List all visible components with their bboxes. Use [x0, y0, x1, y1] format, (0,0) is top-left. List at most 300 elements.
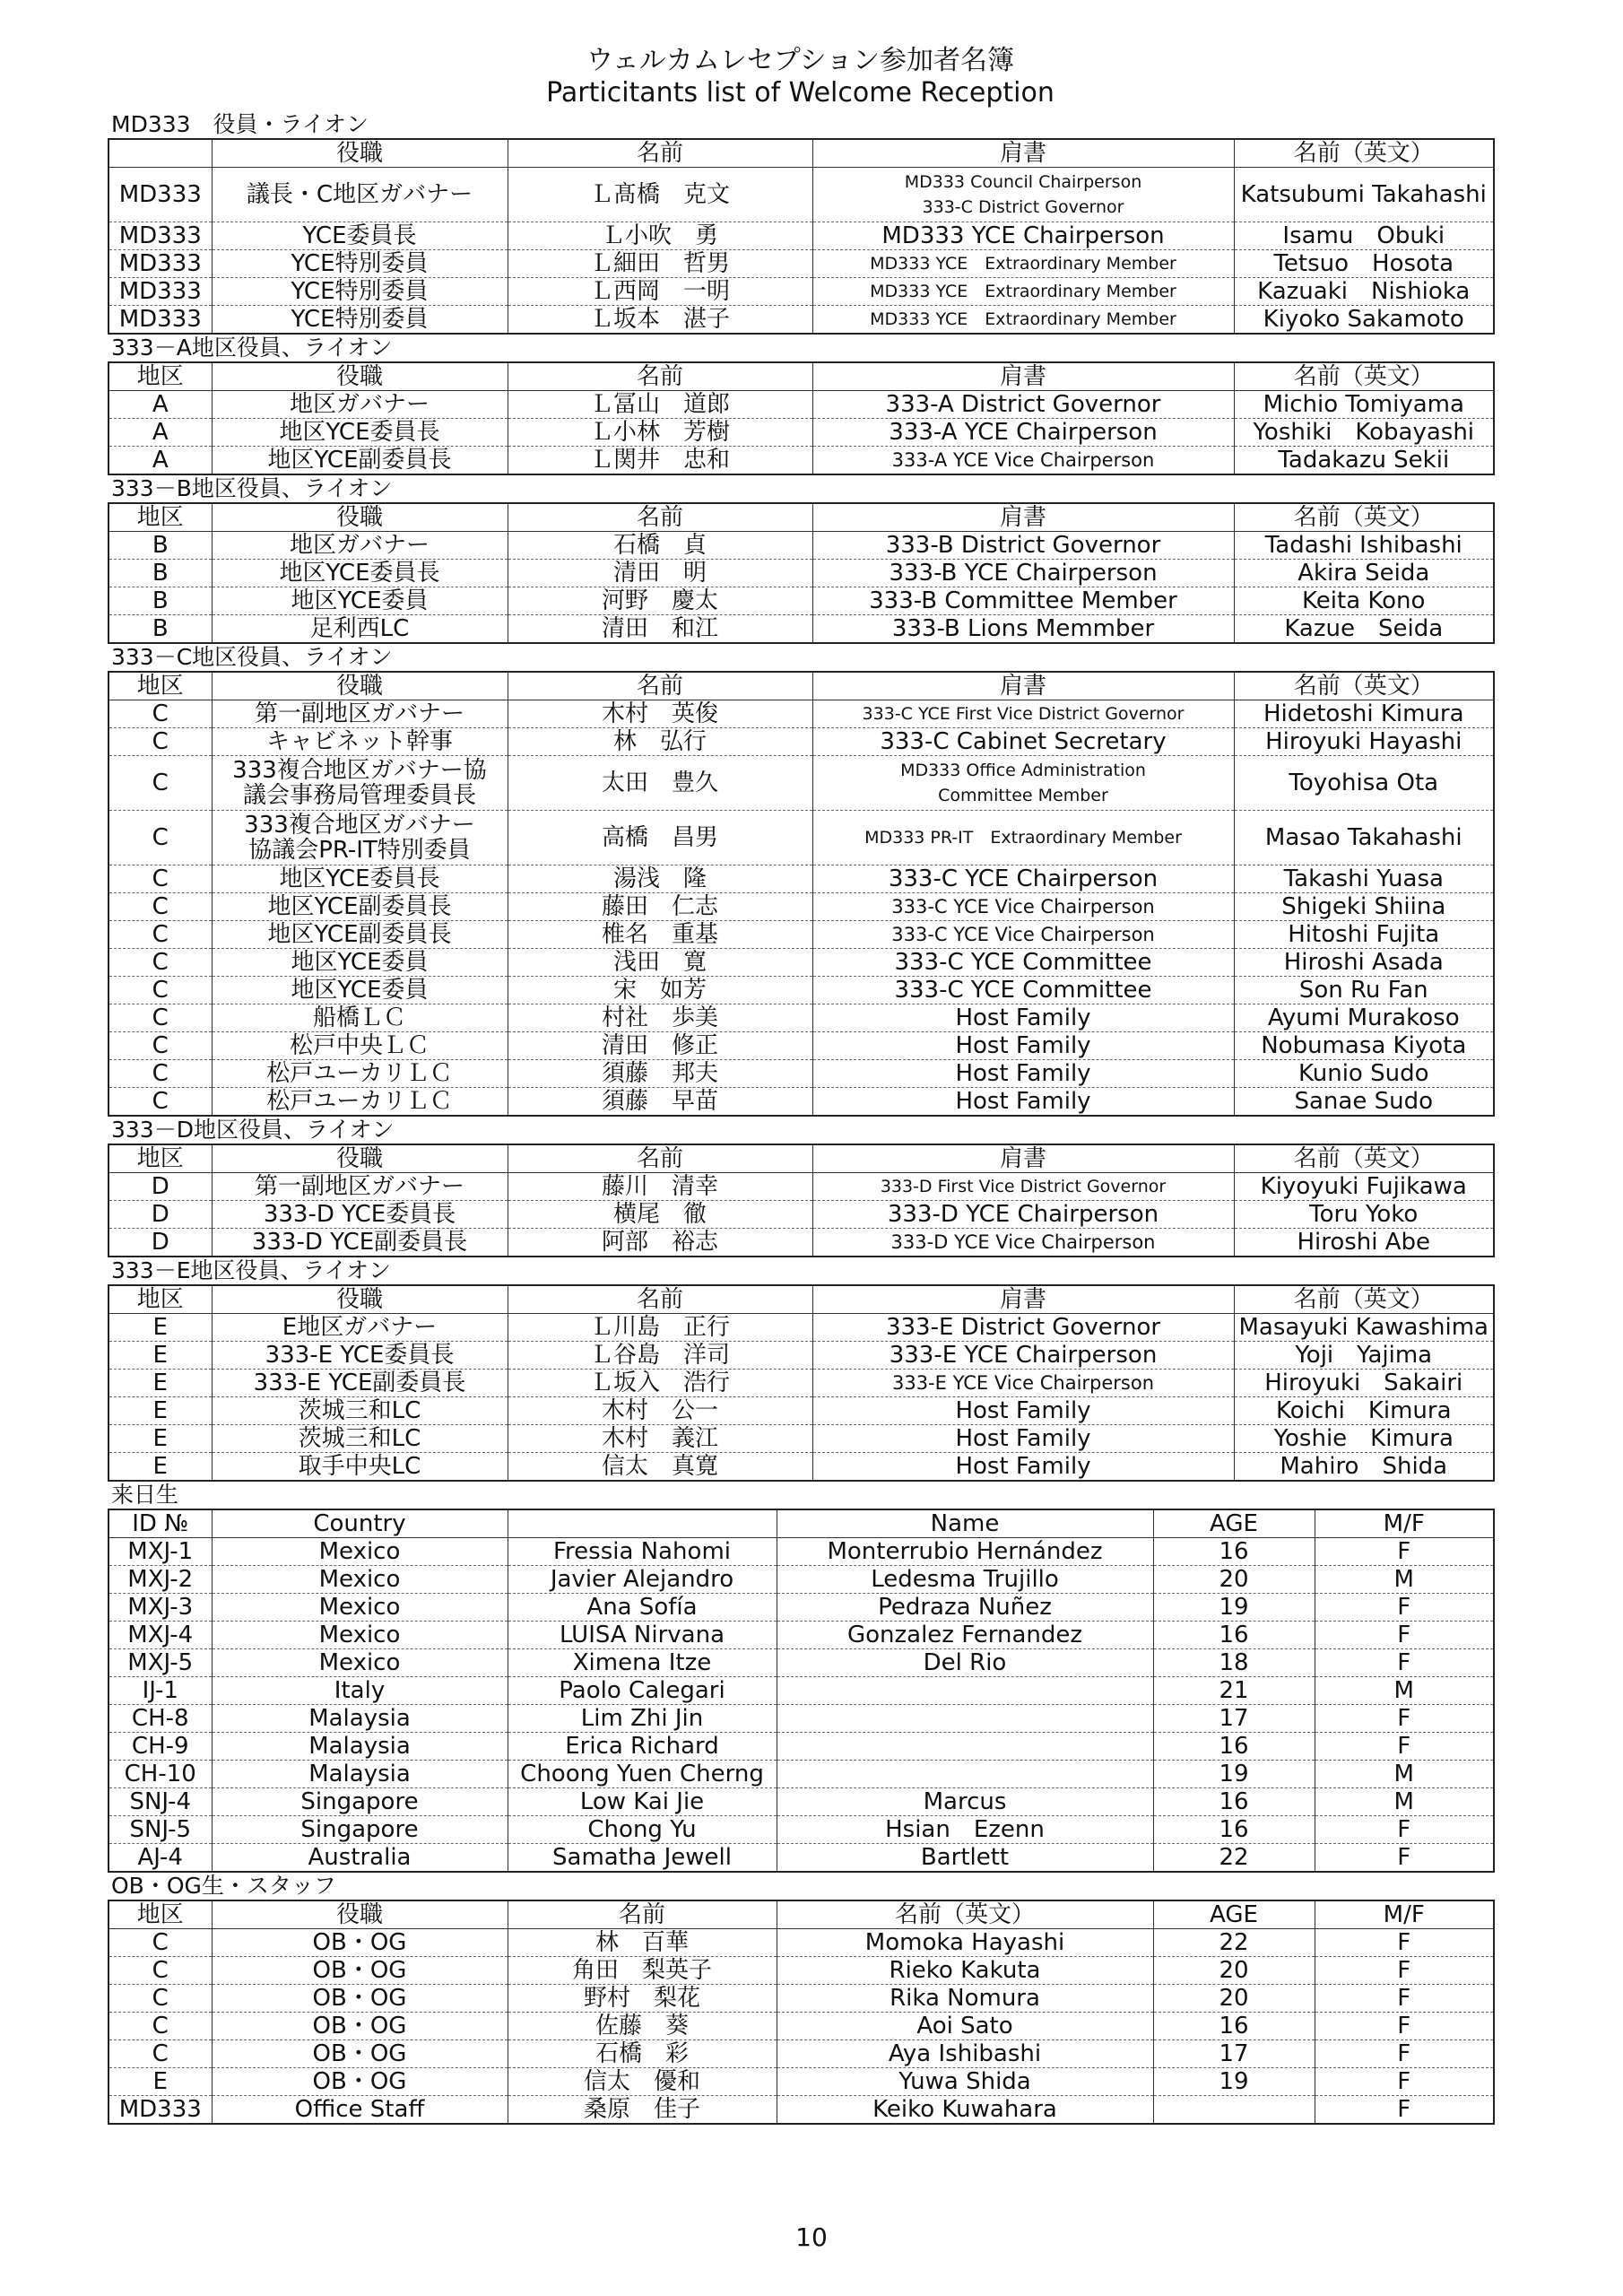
table-cell: 茨城三和LC — [212, 1425, 508, 1453]
table-cell: F — [1315, 1844, 1494, 1873]
table-cell: Hitoshi Fujita — [1234, 921, 1494, 949]
table-cell: Hiroyuki Sakairi — [1234, 1370, 1494, 1397]
table-cell: Kazue Seida — [1234, 615, 1494, 644]
section-visitors-title: 来日生 — [111, 1482, 179, 1508]
section-a-title: 333－A地区役員、ライオン — [111, 335, 393, 361]
table-cell: 地区ガバナー — [212, 532, 508, 560]
column-header: 役職 — [212, 139, 508, 168]
table-cell: LUISA Nirvana — [508, 1622, 777, 1649]
table-cell: E — [108, 1453, 212, 1482]
table-cell: 松戸ユーカリＬＣ — [212, 1088, 508, 1117]
table-cell: OB・OG — [212, 1985, 508, 2013]
table-cell: A — [108, 391, 212, 419]
table-row — [108, 921, 1494, 949]
table-cell: 333-C Cabinet Secretary — [812, 728, 1234, 756]
table-cell: Masayuki Kawashima — [1234, 1314, 1494, 1342]
table-cell: Katsubumi Takahashi — [1234, 168, 1494, 222]
table-cell: Nobumasa Kiyota — [1234, 1032, 1494, 1060]
table-cell: MD333 YCE Extraordinary Member — [812, 250, 1234, 278]
table-cell: 佐藤 葵 — [508, 2013, 777, 2040]
table-cell: 須藤 早苗 — [508, 1088, 812, 1117]
column-header: 名前 — [508, 1900, 777, 1929]
table-cell: OB・OG — [212, 1929, 508, 1957]
table-row — [108, 615, 1494, 644]
table-cell: Hiroyuki Hayashi — [1234, 728, 1494, 756]
table-cell: F — [1315, 2096, 1494, 2125]
table-header-row — [108, 672, 1494, 700]
table-row — [108, 756, 1494, 811]
table-cell: OB・OG — [212, 2013, 508, 2040]
table-cell: MXJ-2 — [108, 1566, 212, 1594]
table-cell: Hidetoshi Kimura — [1234, 700, 1494, 728]
table-cell: Ｌ冨山 道郎 — [508, 391, 812, 419]
table-cell: Bartlett — [777, 1844, 1153, 1873]
table-cell: 16 — [1153, 1538, 1315, 1566]
table-cell: Michio Tomiyama — [1234, 391, 1494, 419]
table-cell: Malaysia — [212, 1761, 508, 1788]
table-cell: Ｌ谷島 洋司 — [508, 1342, 812, 1370]
table-cell: 20 — [1153, 1957, 1315, 1985]
table-cell: 333-D YCE委員長 — [212, 1201, 508, 1229]
table-cell: F — [1315, 1649, 1494, 1677]
column-header: AGE — [1153, 1900, 1315, 1929]
table-cell: E — [108, 1370, 212, 1397]
table-cell: D — [108, 1201, 212, 1229]
table-row — [108, 1425, 1494, 1453]
table-cell: MXJ-3 — [108, 1594, 212, 1622]
table-cell: 地区YCE委員 — [212, 949, 508, 977]
table-cell: 林 百華 — [508, 1929, 777, 1957]
table-cell: 333-E YCE副委員長 — [212, 1370, 508, 1397]
table-cell: 清田 和江 — [508, 615, 812, 644]
section-md333-title: MD333 役員・ライオン — [111, 111, 369, 137]
table-row — [108, 893, 1494, 921]
table-cell: Low Kai Jie — [508, 1788, 777, 1816]
table-cell: C — [108, 756, 212, 811]
table-cell: Mahiro Shida — [1234, 1453, 1494, 1482]
table-header-row — [108, 1144, 1494, 1173]
table-row — [108, 1538, 1494, 1566]
table-cell: 高橋 昌男 — [508, 811, 812, 865]
column-header: 肩書 — [812, 672, 1234, 700]
table-header-row — [108, 362, 1494, 391]
table-cell: MD333 Council Chairperson 333-C District Governor — [812, 168, 1234, 222]
table-cell: MXJ-1 — [108, 1538, 212, 1566]
table-cell: 宋 如芳 — [508, 977, 812, 1004]
table-row — [108, 977, 1494, 1004]
table-cell: F — [1315, 1733, 1494, 1761]
table-row — [108, 949, 1494, 977]
column-header: 役職 — [212, 672, 508, 700]
table-cell: 333-A YCE Chairperson — [812, 419, 1234, 447]
table-cell: C — [108, 949, 212, 977]
column-header: 名前（英文） — [1234, 672, 1494, 700]
table-cell: OB・OG — [212, 1957, 508, 1985]
table-cell: 333-A District Governor — [812, 391, 1234, 419]
table-cell: 地区YCE副委員長 — [212, 447, 508, 475]
table-cell: SNJ-4 — [108, 1788, 212, 1816]
page-number: 10 — [795, 2222, 828, 2252]
table-cell: 野村 梨花 — [508, 1985, 777, 2013]
table-cell: 16 — [1153, 1788, 1315, 1816]
table-cell: 木村 公一 — [508, 1397, 812, 1425]
table-cell: MD333 — [108, 222, 212, 250]
table-row — [108, 1677, 1494, 1705]
table-district-a — [108, 361, 1495, 475]
table-cell: 19 — [1153, 1594, 1315, 1622]
table-cell: Hiroshi Asada — [1234, 949, 1494, 977]
table-cell: C — [108, 2013, 212, 2040]
table-cell: D — [108, 1229, 212, 1257]
table-cell: C — [108, 1032, 212, 1060]
table-row — [108, 168, 1494, 222]
table-cell — [777, 1705, 1153, 1733]
table-cell: 信太 優和 — [508, 2068, 777, 2096]
table-cell: CH-8 — [108, 1705, 212, 1733]
table-cell: 333-C YCE Vice Chairperson — [812, 921, 1234, 949]
table-cell: A — [108, 447, 212, 475]
table-cell: F — [1315, 2013, 1494, 2040]
table-row — [108, 1957, 1494, 1985]
table-cell: Mexico — [212, 1538, 508, 1566]
table-cell: Host Family — [812, 1397, 1234, 1425]
table-row — [108, 587, 1494, 615]
table-cell: 松戸中央ＬＣ — [212, 1032, 508, 1060]
table-cell: Mexico — [212, 1622, 508, 1649]
table-district-b — [108, 502, 1495, 644]
table-cell: 333-B District Governor — [812, 532, 1234, 560]
table-cell: 地区YCE委員長 — [212, 865, 508, 893]
table-cell: MD333 YCE Chairperson — [812, 222, 1234, 250]
table-cell: 足利西LC — [212, 615, 508, 644]
table-row — [108, 1173, 1494, 1201]
column-header: Country — [212, 1509, 508, 1538]
table-row — [108, 811, 1494, 865]
table-cell: Yoshie Kimura — [1234, 1425, 1494, 1453]
column-header: 肩書 — [812, 1144, 1234, 1173]
table-ob-og-staff — [108, 1900, 1495, 2125]
table-cell: 議長・C地区ガバナー — [212, 168, 508, 222]
table-row — [108, 1622, 1494, 1649]
table-cell: キャビネット幹事 — [212, 728, 508, 756]
column-header: 役職 — [212, 362, 508, 391]
column-header: 地区 — [108, 503, 212, 532]
column-header: 名前（英文） — [1234, 503, 1494, 532]
table-cell: F — [1315, 1929, 1494, 1957]
table-row — [108, 2096, 1494, 2125]
table-header-row — [108, 1509, 1494, 1538]
table-cell: Office Staff — [212, 2096, 508, 2125]
table-cell: Rieko Kakuta — [777, 1957, 1153, 1985]
table-row — [108, 447, 1494, 475]
table-row — [108, 1761, 1494, 1788]
table-district-c — [108, 671, 1495, 1117]
table-cell: Rika Nomura — [777, 1985, 1153, 2013]
table-cell: 333-C YCE Vice Chairperson — [812, 893, 1234, 921]
column-header: Name — [777, 1509, 1153, 1538]
table-cell: Gonzalez Fernandez — [777, 1622, 1153, 1649]
table-cell: Ｌ坂本 湛子 — [508, 306, 812, 335]
table-cell — [777, 1761, 1153, 1788]
table-cell: 19 — [1153, 2068, 1315, 2096]
table-cell: Koichi Kimura — [1234, 1397, 1494, 1425]
table-cell: F — [1315, 1705, 1494, 1733]
table-cell: Tadashi Ishibashi — [1234, 532, 1494, 560]
table-row — [108, 1004, 1494, 1032]
table-cell: 333-E YCE Chairperson — [812, 1342, 1234, 1370]
table-row — [108, 728, 1494, 756]
table-cell: Ayumi Murakoso — [1234, 1004, 1494, 1032]
column-header: M/F — [1315, 1900, 1494, 1929]
table-cell: Host Family — [812, 1425, 1234, 1453]
table-cell: C — [108, 977, 212, 1004]
column-header — [108, 139, 212, 168]
column-header: 名前（英文） — [1234, 139, 1494, 168]
table-cell: Ｌ川島 正行 — [508, 1314, 812, 1342]
table-cell: 地区YCE委員長 — [212, 419, 508, 447]
table-row — [108, 1929, 1494, 1957]
table-cell: C — [108, 1088, 212, 1117]
table-cell: Paolo Calegari — [508, 1677, 777, 1705]
table-cell: M — [1315, 1677, 1494, 1705]
table-cell: Ｌ小林 芳樹 — [508, 419, 812, 447]
column-header: 名前（英文） — [1234, 1285, 1494, 1314]
table-cell: Choong Yuen Cherng — [508, 1761, 777, 1788]
table-row — [108, 865, 1494, 893]
table-cell: 333複合地区ガバナー協 議会事務局管理委員長 — [212, 756, 508, 811]
table-cell: 藤田 仁志 — [508, 893, 812, 921]
table-row — [108, 250, 1494, 278]
table-cell: 信太 真寛 — [508, 1453, 812, 1482]
table-cell: MD333 — [108, 250, 212, 278]
table-cell: Fressia Nahomi — [508, 1538, 777, 1566]
table-cell: AJ-4 — [108, 1844, 212, 1873]
table-cell: Italy — [212, 1677, 508, 1705]
table-cell: M — [1315, 1566, 1494, 1594]
table-cell: Momoka Hayashi — [777, 1929, 1153, 1957]
table-cell: 20 — [1153, 1566, 1315, 1594]
table-cell: OB・OG — [212, 2068, 508, 2096]
table-cell: 船橋ＬＣ — [212, 1004, 508, 1032]
table-cell: C — [108, 865, 212, 893]
table-cell: Host Family — [812, 1004, 1234, 1032]
table-cell: 333-D YCE Vice Chairperson — [812, 1229, 1234, 1257]
column-header: M/F — [1315, 1509, 1494, 1538]
table-row — [108, 1705, 1494, 1733]
table-cell: E — [108, 2068, 212, 2096]
participant-list-page — [108, 45, 1493, 2125]
table-cell: YCE特別委員 — [212, 306, 508, 335]
table-cell: 333-E YCE Vice Chairperson — [812, 1370, 1234, 1397]
table-cell: Tadakazu Sekii — [1234, 447, 1494, 475]
table-cell: 阿部 裕志 — [508, 1229, 812, 1257]
table-header-row — [108, 139, 1494, 168]
table-cell: 18 — [1153, 1649, 1315, 1677]
table-cell: 林 弘行 — [508, 728, 812, 756]
table-cell: Host Family — [812, 1060, 1234, 1088]
table-cell: F — [1315, 1622, 1494, 1649]
table-cell: Host Family — [812, 1453, 1234, 1482]
table-cell: 16 — [1153, 2013, 1315, 2040]
table-cell: M — [1315, 1788, 1494, 1816]
table-cell: 地区YCE委員 — [212, 587, 508, 615]
table-cell — [777, 1733, 1153, 1761]
table-cell: 木村 英俊 — [508, 700, 812, 728]
table-cell: MXJ-4 — [108, 1622, 212, 1649]
table-cell: Ximena Itze — [508, 1649, 777, 1677]
table-cell: C — [108, 1985, 212, 2013]
table-cell: MD333 — [108, 278, 212, 306]
column-header: 地区 — [108, 1900, 212, 1929]
table-cell: Mexico — [212, 1594, 508, 1622]
column-header: 肩書 — [812, 1285, 1234, 1314]
table-cell: Tetsuo Hosota — [1234, 250, 1494, 278]
table-cell: Ｌ関井 忠和 — [508, 447, 812, 475]
table-cell: 333-C YCE First Vice District Governor — [812, 700, 1234, 728]
column-header: 名前 — [508, 139, 812, 168]
table-cell — [1153, 2096, 1315, 2125]
section-b-title: 333－B地区役員、ライオン — [111, 475, 393, 501]
table-cell: E — [108, 1397, 212, 1425]
table-cell: D — [108, 1173, 212, 1201]
table-cell: 333-A YCE Vice Chairperson — [812, 447, 1234, 475]
table-cell: C — [108, 921, 212, 949]
table-cell: CH-10 — [108, 1761, 212, 1788]
table-row — [108, 278, 1494, 306]
table-cell: Keita Kono — [1234, 587, 1494, 615]
table-cell: Hiroshi Abe — [1234, 1229, 1494, 1257]
table-row — [108, 560, 1494, 587]
table-cell: 地区YCE副委員長 — [212, 921, 508, 949]
table-cell: Yoji Yajima — [1234, 1342, 1494, 1370]
table-cell: C — [108, 2040, 212, 2068]
table-cell: 地区ガバナー — [212, 391, 508, 419]
column-header: 名前 — [508, 1285, 812, 1314]
table-cell: 22 — [1153, 1844, 1315, 1873]
table-cell: C — [108, 1929, 212, 1957]
table-cell: Son Ru Fan — [1234, 977, 1494, 1004]
table-row — [108, 2013, 1494, 2040]
table-cell: 第一副地区ガバナー — [212, 700, 508, 728]
table-cell: Host Family — [812, 1032, 1234, 1060]
table-cell: Marcus — [777, 1788, 1153, 1816]
table-row — [108, 1060, 1494, 1088]
table-row — [108, 1985, 1494, 2013]
table-cell: C — [108, 811, 212, 865]
table-row — [108, 1370, 1494, 1397]
table-cell: 地区YCE委員 — [212, 977, 508, 1004]
column-header: 地区 — [108, 362, 212, 391]
table-cell: Australia — [212, 1844, 508, 1873]
column-header: 名前（英文） — [1234, 1144, 1494, 1173]
table-cell: 333-D YCE副委員長 — [212, 1229, 508, 1257]
table-cell: Del Rio — [777, 1649, 1153, 1677]
table-row — [108, 1453, 1494, 1482]
table-cell: Kiyoyuki Fujikawa — [1234, 1173, 1494, 1201]
column-header: 地区 — [108, 672, 212, 700]
table-cell: 17 — [1153, 2040, 1315, 2068]
section-e-title: 333－E地区役員、ライオン — [111, 1257, 392, 1283]
table-cell: 河野 慶太 — [508, 587, 812, 615]
table-row — [108, 1342, 1494, 1370]
table-cell: Ｌ髙橋 克文 — [508, 168, 812, 222]
table-cell: 浅田 寛 — [508, 949, 812, 977]
column-header: 名前 — [508, 362, 812, 391]
table-cell: MD333 — [108, 168, 212, 222]
table-row — [108, 1314, 1494, 1342]
table-cell: 椎名 重基 — [508, 921, 812, 949]
table-cell: CH-9 — [108, 1733, 212, 1761]
table-row — [108, 1229, 1494, 1257]
table-cell: 333-B YCE Chairperson — [812, 560, 1234, 587]
table-cell: YCE委員長 — [212, 222, 508, 250]
column-header — [508, 1509, 777, 1538]
table-cell: Malaysia — [212, 1705, 508, 1733]
table-cell: 17 — [1153, 1705, 1315, 1733]
table-cell: Akira Seida — [1234, 560, 1494, 587]
table-cell: 石橋 貞 — [508, 532, 812, 560]
table-row — [108, 1088, 1494, 1117]
table-cell: 清田 修正 — [508, 1032, 812, 1060]
table-row — [108, 1816, 1494, 1844]
table-cell: 333-B Lions Memmber — [812, 615, 1234, 644]
table-cell: Yoshiki Kobayashi — [1234, 419, 1494, 447]
table-cell: Chong Yu — [508, 1816, 777, 1844]
table-cell: 20 — [1153, 1985, 1315, 2013]
table-cell: MD333 Office Administration Committee Member — [812, 756, 1234, 811]
table-cell: F — [1315, 1957, 1494, 1985]
table-cell: MD333 YCE Extraordinary Member — [812, 306, 1234, 335]
table-cell: 333-B Committee Member — [812, 587, 1234, 615]
table-cell: C — [108, 1957, 212, 1985]
table-cell — [777, 1677, 1153, 1705]
table-cell: Aoi Sato — [777, 2013, 1153, 2040]
table-header-row — [108, 503, 1494, 532]
table-cell: 松戸ユーカリＬＣ — [212, 1060, 508, 1088]
table-row — [108, 1844, 1494, 1873]
table-cell: YCE特別委員 — [212, 250, 508, 278]
table-cell: Hsian Ezenn — [777, 1816, 1153, 1844]
table-row — [108, 2068, 1494, 2096]
table-cell: Javier Alejandro — [508, 1566, 777, 1594]
table-district-e — [108, 1284, 1495, 1482]
table-cell: C — [108, 1060, 212, 1088]
table-cell: Keiko Kuwahara — [777, 2096, 1153, 2125]
table-cell: Masao Takahashi — [1234, 811, 1494, 865]
column-header: 名前 — [508, 1144, 812, 1173]
table-cell: F — [1315, 2040, 1494, 2068]
column-header: 役職 — [212, 503, 508, 532]
table-cell: C — [108, 700, 212, 728]
table-cell: Singapore — [212, 1816, 508, 1844]
table-cell: Kunio Sudo — [1234, 1060, 1494, 1088]
table-cell: F — [1315, 1816, 1494, 1844]
table-cell: Aya Ishibashi — [777, 2040, 1153, 2068]
table-cell: 石橋 彩 — [508, 2040, 777, 2068]
table-cell: 16 — [1153, 1733, 1315, 1761]
table-cell: F — [1315, 1538, 1494, 1566]
table-cell: Pedraza Nuñez — [777, 1594, 1153, 1622]
table-row — [108, 1397, 1494, 1425]
column-header: ID № — [108, 1509, 212, 1538]
table-md333 — [108, 138, 1495, 335]
table-cell: MXJ-5 — [108, 1649, 212, 1677]
table-cell: F — [1315, 2068, 1494, 2096]
table-cell: Lim Zhi Jin — [508, 1705, 777, 1733]
table-cell: 藤川 清幸 — [508, 1173, 812, 1201]
table-cell: Ledesma Trujillo — [777, 1566, 1153, 1594]
table-cell: C — [108, 893, 212, 921]
